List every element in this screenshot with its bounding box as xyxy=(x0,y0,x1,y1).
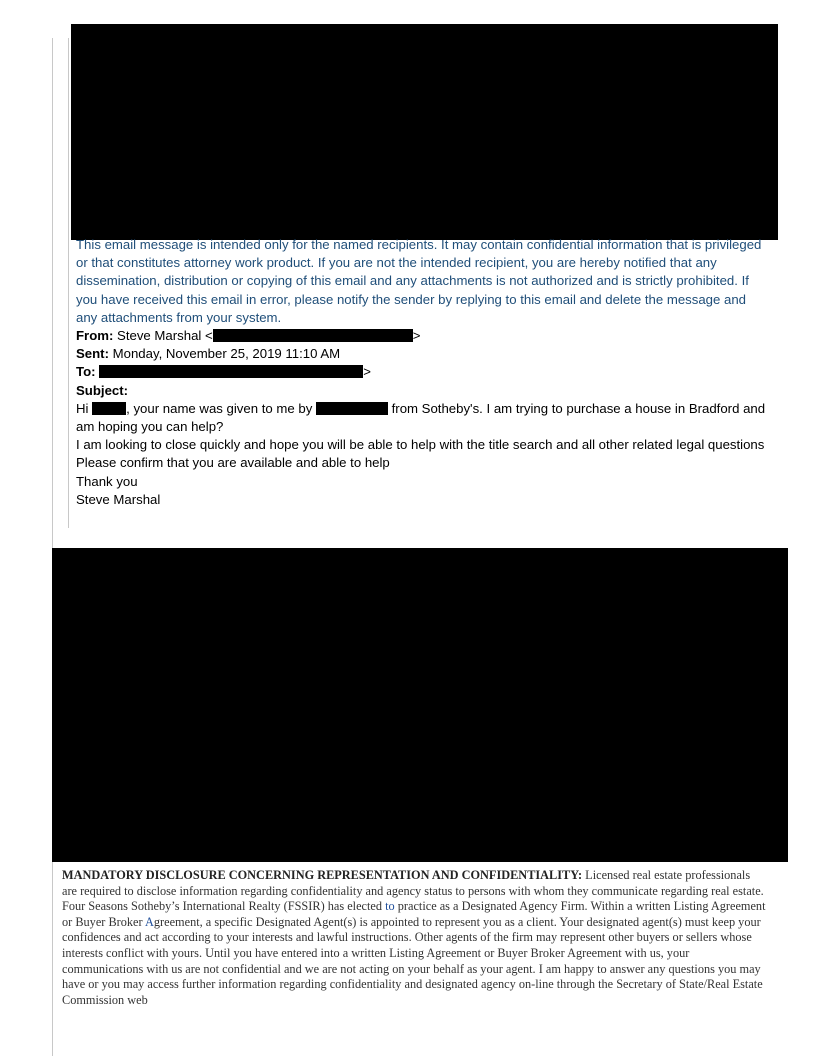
disclosure-heading: MANDATORY DISCLOSURE CONCERNING REPRESENTATION AND CONFIDENTIALITY: xyxy=(62,868,583,882)
disclosure-part-3: greement, a specific Designated Agent(s) is appointed to represent you as a client. Your designated agent(s) must keep your confidences and act according to your interests and lawful instructions. Other agents of the firm may represent other buyers or sellers whose interests conflict with yours. Until you have entered into a written Listing Agreement or Buyer Broker Agreement with us, your communications with us are not confidential and we are not acting on your behalf as your agent. I am happy to answer any questions you may have or you may access further information regarding confidentiality and designated agency on-line through the Secretary of State/Real Estate Commission web xyxy=(62,914,763,1007)
body-paragraph-1 xyxy=(76,400,766,436)
redacted-email xyxy=(213,329,413,342)
redacted-block-middle xyxy=(52,548,788,862)
disclosure-part-1: Licensed real estate professionals are required to disclose information regarding confidentiality and agency status to persons with whom they communicate regarding real estate. Four Seasons Sotheby’s International Realty (FSSIR) has elected xyxy=(62,868,764,914)
quote-rule-outer xyxy=(52,38,53,1056)
redacted-referrer xyxy=(316,402,388,415)
from-label: From: xyxy=(76,328,114,344)
redacted-block-top xyxy=(71,24,778,240)
to-close: > xyxy=(363,364,371,380)
redacted-recipient xyxy=(99,365,363,378)
email-content xyxy=(76,236,766,509)
to-label: To: xyxy=(76,364,96,380)
greeting-text: Hi xyxy=(76,400,93,416)
disclosure-part-2: practice as a Designated Agency Firm. Within a written Listing Agreement or Buyer Broker xyxy=(62,899,766,929)
disclosure-a-letter: A xyxy=(145,914,154,929)
disclosure-to-word: to xyxy=(385,899,395,914)
sent-line xyxy=(76,345,766,363)
quote-rule-inner xyxy=(68,38,69,528)
from-name: Steve Marshal < xyxy=(117,328,213,344)
from-close: > xyxy=(412,328,421,344)
to-line xyxy=(76,363,766,381)
body-paragraph-4: Thank you xyxy=(76,473,138,489)
subject-label: Subject: xyxy=(76,382,129,398)
subject-line xyxy=(76,382,766,400)
redacted-name xyxy=(92,402,126,415)
disclosure-text xyxy=(62,868,768,1008)
body-text-a: , your name was given to me by xyxy=(126,400,316,416)
sent-label: Sent: xyxy=(76,346,109,362)
confidentiality-notice: This email message is intended only for the named recipients. It may contain confidential information that is privileged or that constitutes attorney work product. If you are not the intended recipient, you are hereby notified that any dissemination, distribution or copying of this email and any attachments is not authorized and is strictly prohibited. If you have received this email in error, please notify the sender by replying to this email and delete the message and any attachments from your system. xyxy=(76,237,762,325)
body-paragraph-3: Please confirm that you are available and able to help xyxy=(76,455,390,471)
body-paragraph-2: I am looking to close quickly and hope you will be able to help with the title search and all other related legal questions xyxy=(76,437,765,453)
sent-value: Monday, November 25, 2019 11:10 AM xyxy=(112,346,341,362)
body-text-b: from Sotheby's. I am trying to purchase a house in Bradford and am hoping you can help? xyxy=(76,400,766,435)
from-line xyxy=(76,327,766,345)
signature: Steve Marshal xyxy=(76,491,161,507)
